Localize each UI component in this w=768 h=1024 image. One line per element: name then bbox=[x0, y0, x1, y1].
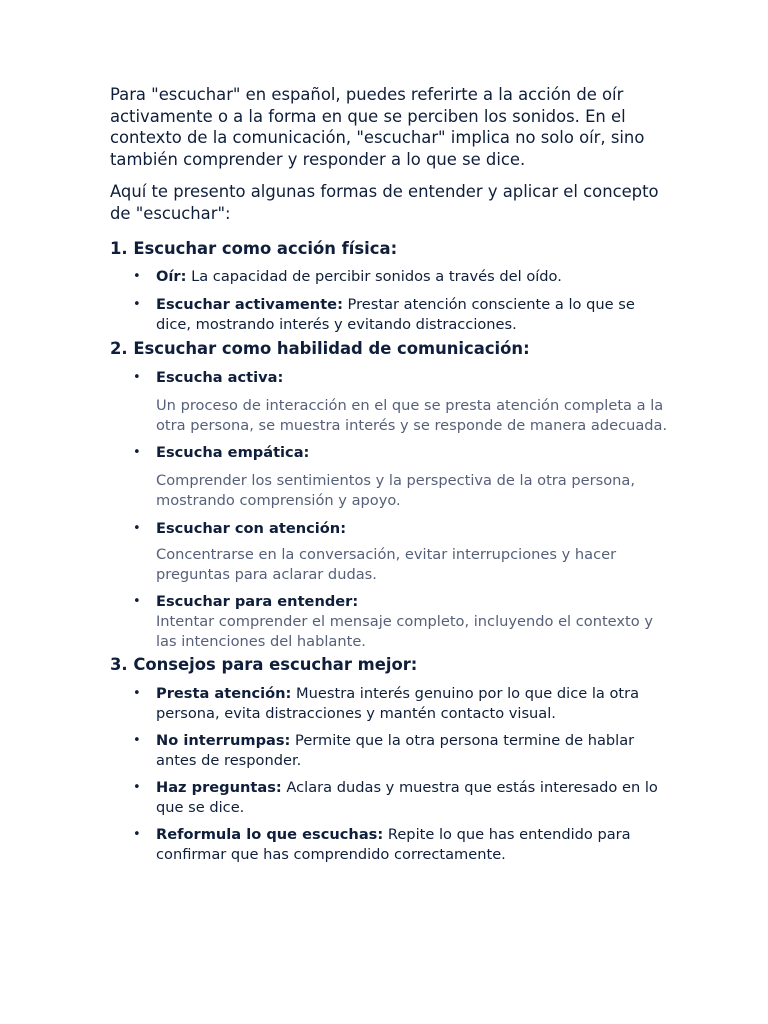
item-term: No interrumpas: bbox=[156, 731, 291, 749]
item-text: Muestra interés genuino por lo que dice la otra persona, evita distracciones y mantén contacto visual. bbox=[156, 684, 640, 722]
item-text: Permite que la otra persona termine de hablar antes de responder. bbox=[156, 731, 635, 769]
item-text: Aclara dudas y muestra que estás interesado en lo que se dice. bbox=[156, 778, 658, 816]
section-3-heading: 3. Consejos para escuchar mejor: bbox=[110, 654, 418, 674]
item-text: La capacidad de percibir sonidos a través del oído. bbox=[191, 267, 562, 285]
list-item bbox=[156, 684, 668, 724]
item-text: Prestar atención consciente a lo que se dice, mostrando interés y evitando distracciones. bbox=[156, 295, 635, 333]
item-text: Comprender los sentimientos y la perspectiva de la otra persona, mostrando comprensión y apoyo. bbox=[156, 471, 635, 509]
list-item bbox=[156, 295, 668, 335]
item-term: Escucha empática: bbox=[156, 443, 310, 461]
section-2-list bbox=[110, 368, 668, 652]
item-term: Escuchar activamente: bbox=[156, 295, 343, 313]
item-term: Presta atención: bbox=[156, 684, 292, 702]
section-1-list bbox=[110, 267, 668, 335]
item-term: Haz preguntas: bbox=[156, 778, 282, 796]
section-3-list bbox=[110, 684, 668, 865]
item-term: Reformula lo que escuchas: bbox=[156, 825, 384, 843]
list-item bbox=[156, 731, 668, 771]
item-term: Oír: bbox=[156, 267, 187, 285]
item-term: Escuchar con atención: bbox=[156, 519, 347, 537]
intro-paragraph-1: Para "escuchar" en español, puedes referirte a la acción de oír activamente o a la forma en que se perciben los sonidos. En el contexto de la comunicación, "escuchar" implica no solo oír, sino también comprender y responder a lo que se dice. bbox=[110, 85, 645, 169]
list-item bbox=[156, 443, 668, 511]
section-2-heading: 2. Escuchar como habilidad de comunicación: bbox=[110, 338, 530, 358]
list-item bbox=[156, 825, 668, 865]
list-item bbox=[156, 519, 668, 585]
list-item bbox=[156, 592, 668, 652]
item-text: Intentar comprender el mensaje completo, incluyendo el contexto y las intenciones del hablante. bbox=[156, 612, 653, 650]
item-term: Escuchar para entender: bbox=[156, 592, 359, 610]
item-text: Concentrarse en la conversación, evitar interrupciones y hacer preguntas para aclarar dudas. bbox=[156, 545, 617, 583]
section-1-heading: 1. Escuchar como acción física: bbox=[110, 238, 398, 258]
item-term: Escucha activa: bbox=[156, 368, 284, 386]
list-item bbox=[156, 267, 668, 287]
list-item bbox=[156, 778, 668, 818]
list-item bbox=[156, 368, 668, 436]
item-text: Repite lo que has entendido para confirmar que has comprendido correctamente. bbox=[156, 825, 631, 863]
item-text: Un proceso de interacción en el que se presta atención completa a la otra persona, se muestra interés y se responde de manera adecuada. bbox=[156, 396, 668, 434]
intro-paragraph-2: Aquí te presento algunas formas de entender y aplicar el concepto de "escuchar": bbox=[110, 182, 659, 223]
